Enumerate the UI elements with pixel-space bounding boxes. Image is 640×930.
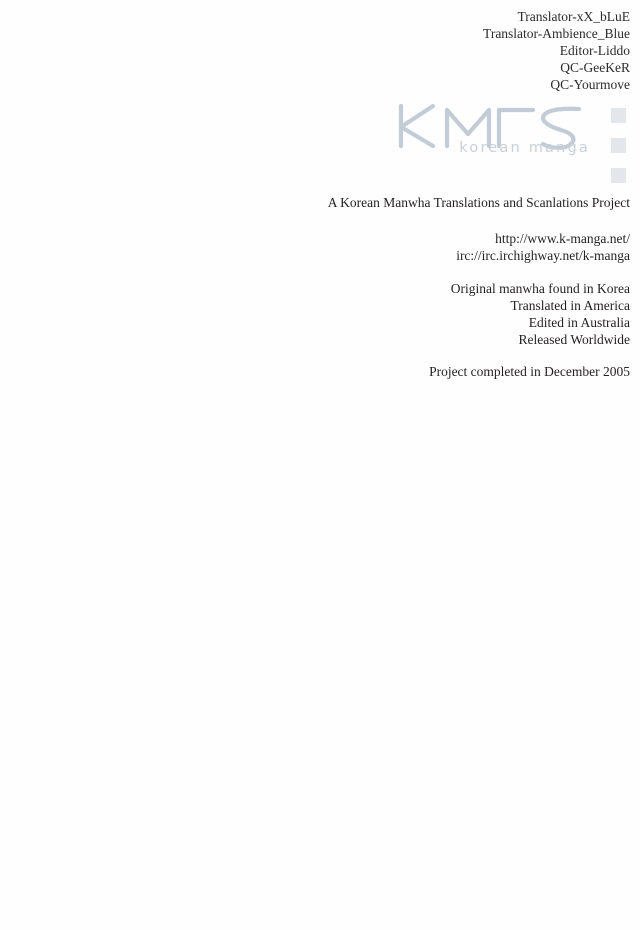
credits-list (483, 8, 630, 93)
kmts-logo (370, 100, 630, 175)
location-line: Original manwha found in Korea (450, 281, 630, 296)
irc-link[interactable]: irc://irc.irchighway.net/k-manga (456, 248, 630, 263)
logo-square (611, 168, 626, 183)
completion-date: Project completed in December 2005 (429, 364, 630, 379)
credit-line: QC-Yourmove (550, 77, 630, 92)
logo-square (611, 138, 626, 153)
credit-line: Translator-xX_bLuE (517, 9, 630, 24)
credit-line: Translator-Ambience_Blue (483, 26, 630, 41)
logo-square (611, 108, 626, 123)
credit-line: QC-GeeKeR (560, 60, 630, 75)
location-line: Released Worldwide (518, 332, 630, 347)
kmts-logo-subtitle: korean manga (459, 140, 590, 156)
project-links (456, 230, 630, 264)
location-line: Translated in America (510, 298, 630, 313)
credit-line: Editor-Liddo (559, 43, 630, 58)
production-locations (451, 280, 630, 348)
website-link[interactable]: http://www.k-manga.net/ (495, 231, 630, 246)
project-tagline: A Korean Manwha Translations and Scanlations Project (327, 195, 630, 210)
location-line: Edited in Australia (528, 315, 630, 330)
